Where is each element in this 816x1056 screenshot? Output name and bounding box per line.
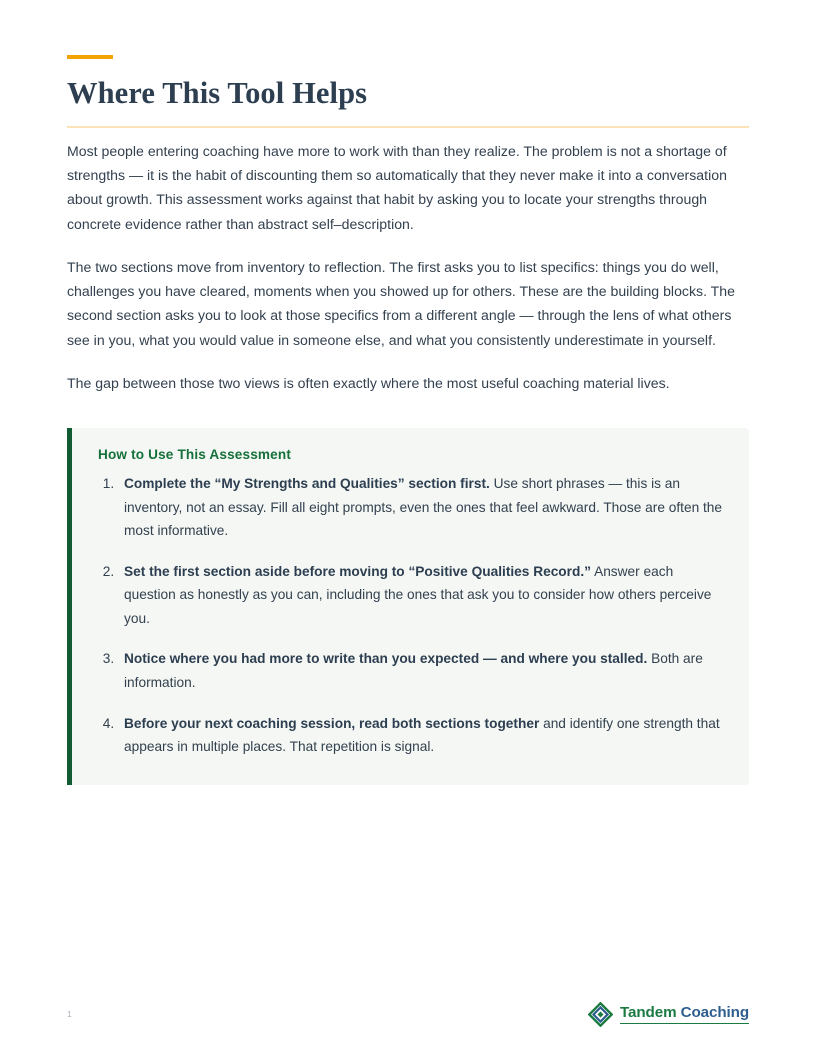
- page-header: [67, 55, 749, 128]
- list-item: [118, 647, 723, 694]
- page-number: 1: [67, 1009, 72, 1019]
- callout-instruction-list: [98, 472, 723, 759]
- accent-bar: [67, 55, 113, 59]
- list-item: [118, 560, 723, 631]
- brand-logo: [588, 1002, 749, 1027]
- list-item-rest: Answer each question as honestly as you can, including the ones that ask you to consider how others perceive you.: [124, 563, 712, 626]
- list-item-lead: Complete the “My Strengths and Qualities” section first.: [124, 476, 490, 491]
- list-item-lead: Before your next coaching session, read both sections together: [124, 715, 540, 731]
- body-content: [67, 139, 749, 395]
- list-item: [118, 712, 723, 759]
- brand-logo-text: [620, 1005, 749, 1023]
- body-paragraph-3: The gap between those two views is often exactly where the most useful coaching material lives.: [67, 374, 670, 391]
- list-item: [118, 472, 723, 543]
- how-to-use-callout: [67, 428, 749, 785]
- list-item-rest: Use short phrases — this is an inventory, not an essay. Fill all eight prompts, even the ones that feel awkward. Those are often the most informative.: [124, 476, 723, 539]
- callout-title: How to Use This Assessment: [98, 447, 292, 462]
- body-paragraph-2: The two sections move from inventory to reflection. The first asks you to list specifics: things you do well, challenges you have cleared, moments when you showed up for others. These are the building blocks. The second section asks you to look at those specifics from a different angle — through the lens of what others see in you, what you would value in someone else, and what you consistently underestimate in yourself.: [67, 258, 736, 348]
- list-item-lead: Set the first section aside before moving to “Positive Qualities Record.”: [124, 563, 592, 579]
- title-divider: [67, 126, 749, 128]
- page-title: Where This Tool Helps: [67, 76, 368, 110]
- body-paragraph-1: Most people entering coaching have more to work with than they realize. The problem is not a shortage of strengths — it is the habit of discounting them so automatically that they never make it into a conversation about growth. This assessment works against that habit by asking you to locate your strengths through concrete evidence rather than abstract self–description.: [67, 143, 727, 232]
- brand-word-tandem: Tandem: [619, 1004, 677, 1022]
- list-item-rest: and identify one strength that appears in multiple places. That repetition is signal.: [124, 715, 720, 755]
- list-item-rest: Both are information.: [124, 651, 703, 690]
- list-item-lead: Notice where you had more to write than you expected — and where you stalled.: [124, 651, 648, 667]
- tandem-diamond-logo-icon: [588, 1002, 613, 1027]
- brand-word-coaching: Coaching: [680, 1004, 749, 1022]
